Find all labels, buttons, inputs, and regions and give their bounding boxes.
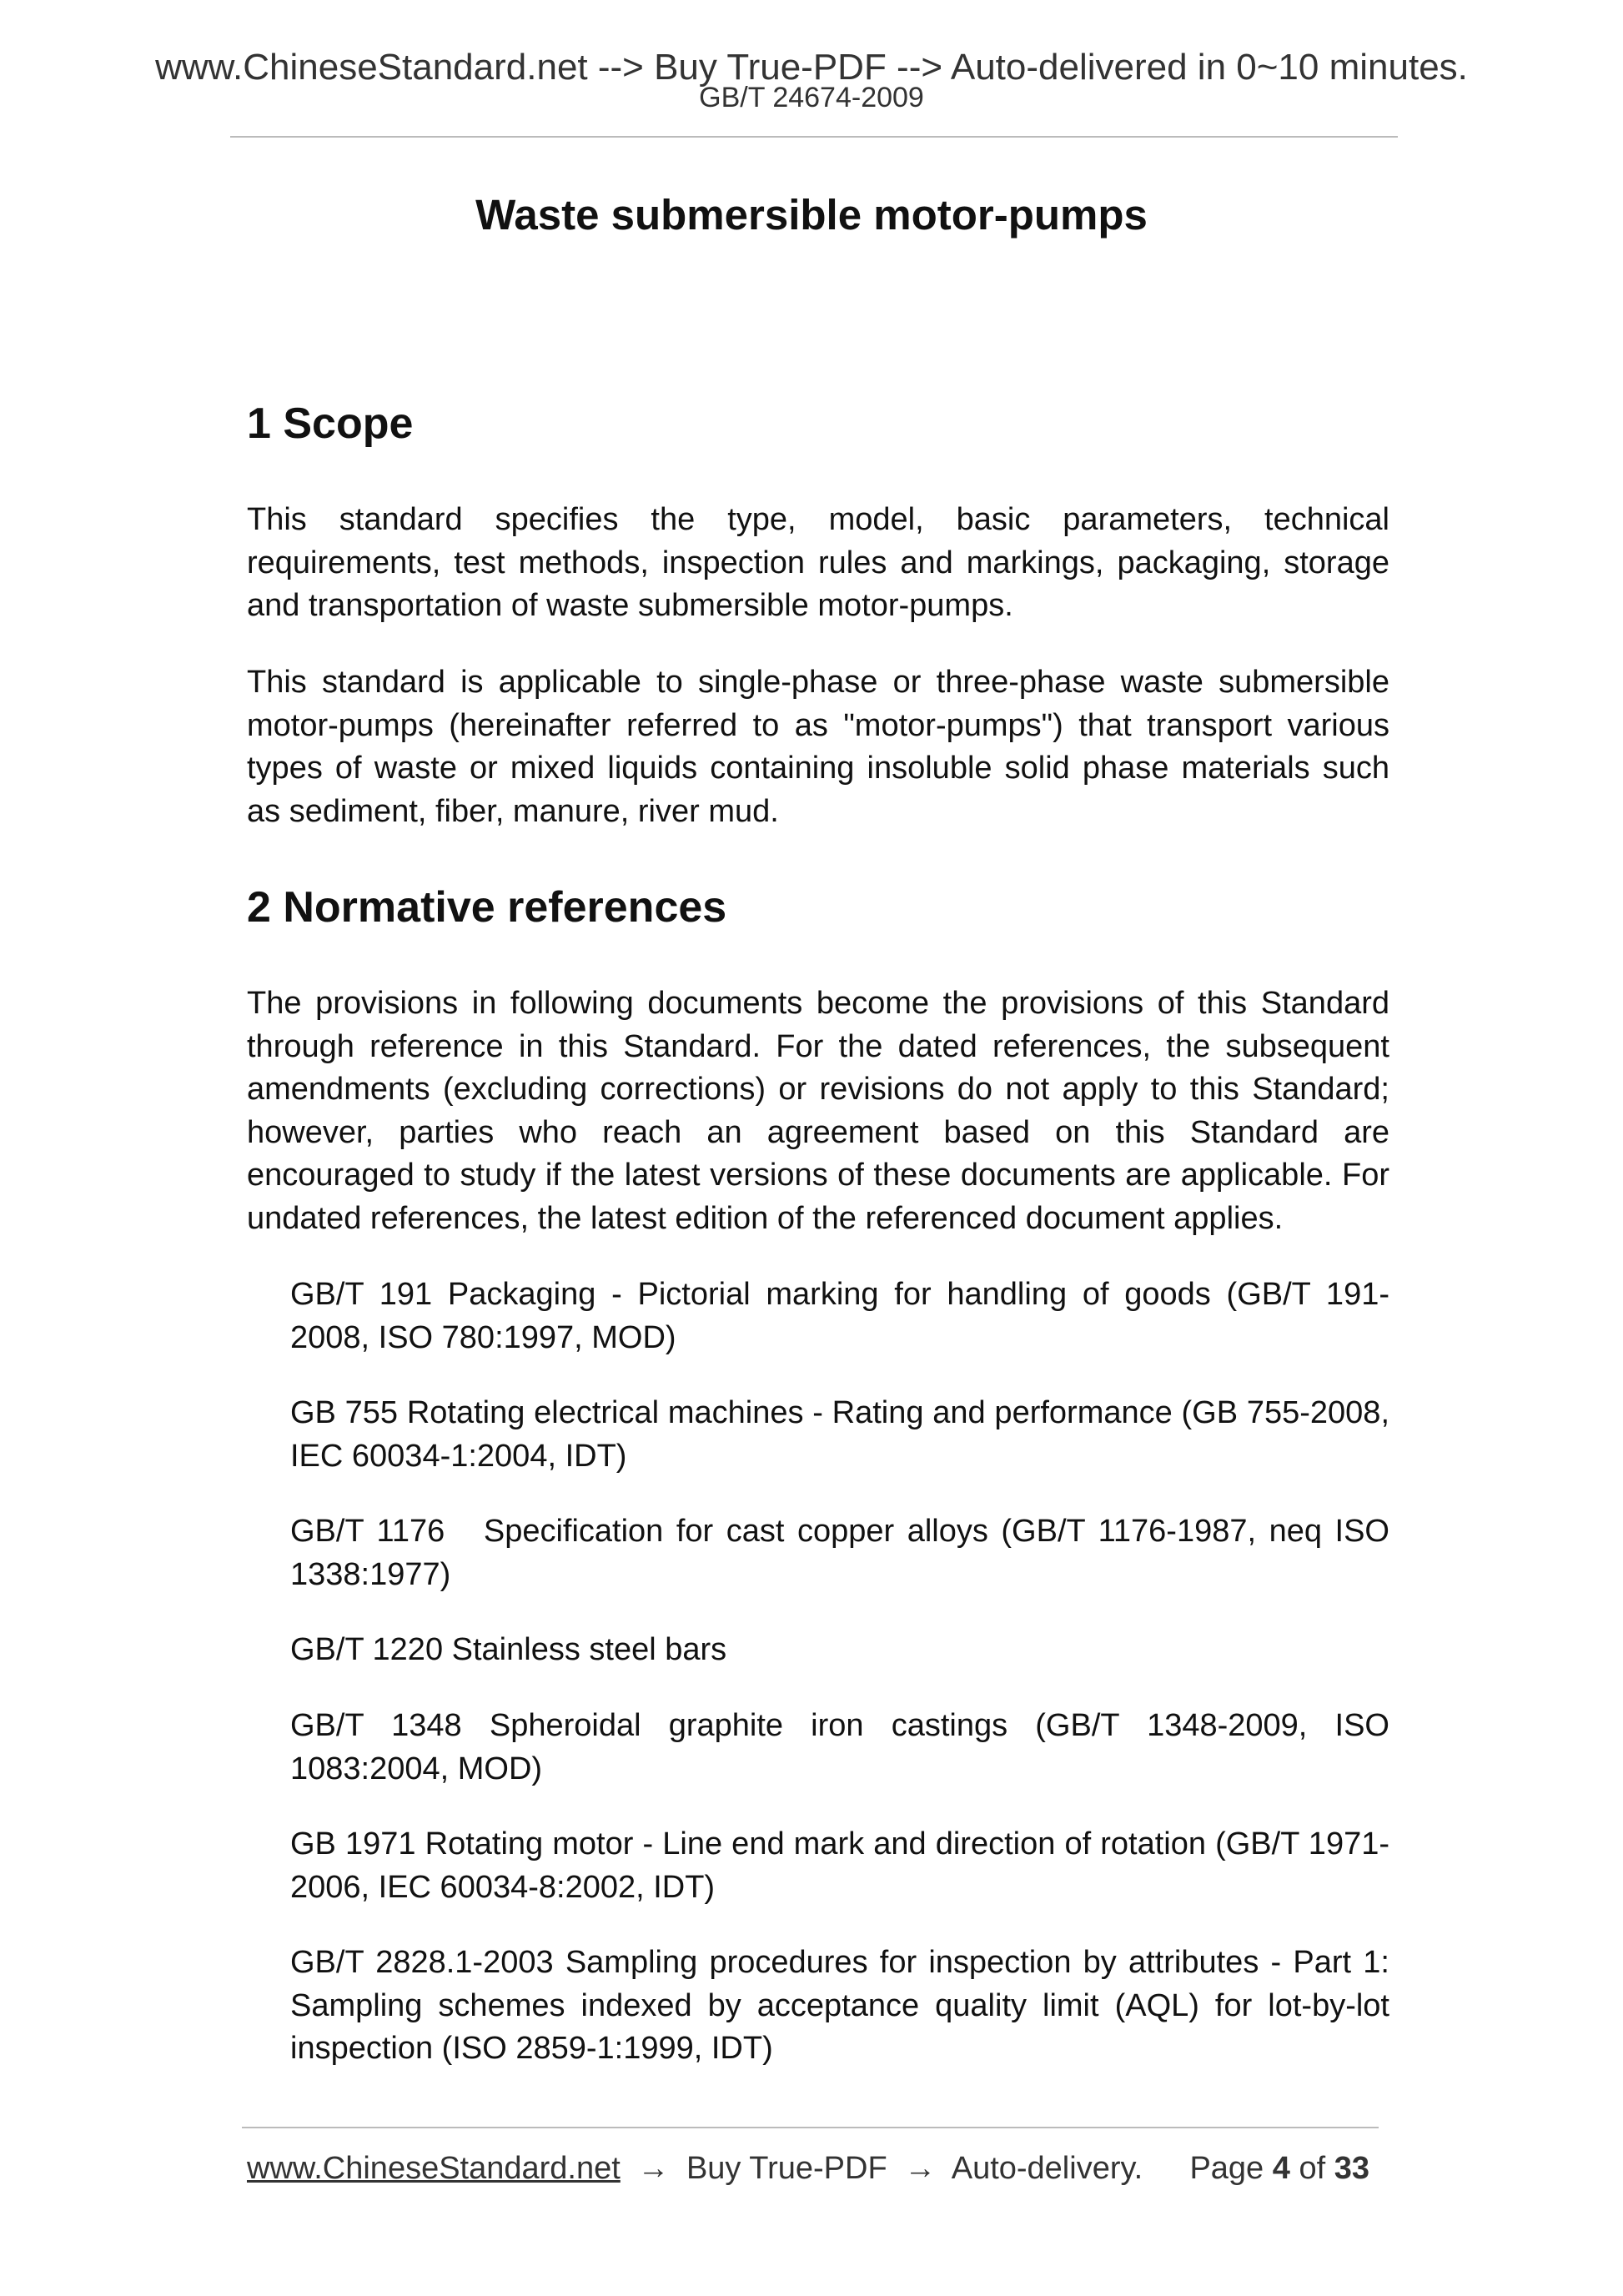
page-footer [247, 2149, 1389, 2188]
references-intro-paragraph: The provisions in following documents become the provisions of this Standard through reference in this Standard. For the dated references, the subsequent amendments (excluding corrections) or revisions do not apply to this Standard; however, parties who reach an agreement based on this Standard are encouraged to study if the latest versions of these documents are applicable. For undated references, the latest edition of the referenced document applies. [247, 986, 1389, 1236]
standard-code: GB/T 24674-2009 [699, 82, 924, 113]
page-label: Page [1189, 2151, 1264, 2186]
reference-item: GB/T 1220 Stainless steel bars [290, 1632, 727, 1667]
buy-true-pdf-text: Buy True-PDF [686, 2151, 887, 2186]
document-title: Waste submersible motor-pumps [475, 191, 1148, 239]
auto-delivery-text: Auto-delivery. [951, 2151, 1143, 2186]
page-indicator [1189, 2149, 1369, 2188]
scope-paragraph: This standard specifies the type, model, basic parameters, technical requirements, test methods, inspection rules and markings, packaging, storage and transportation of waste submersible motor-pumps. [247, 502, 1389, 623]
reference-item: GB 1971 Rotating motor - Line end mark and direction of rotation (GB/T 1971-2006, IEC 60034-8:2002, IDT) [290, 1826, 1389, 1905]
scope-paragraph: This standard is applicable to single-phase or three-phase waste submersible motor-pumps (hereinafter referred to as "motor-pumps") that transport various types of waste or mixed liquids containing insoluble solid phase materials such as sediment, fiber, manure, river mud. [247, 665, 1389, 829]
header-divider [230, 136, 1398, 138]
reference-item: GB 755 Rotating electrical machines - Rating and performance (GB 755-2008, IEC 60034-1:2004, IDT) [290, 1395, 1389, 1474]
arrow-right-icon: → [637, 2151, 670, 2186]
reference-item: GB/T 1348 Spheroidal graphite iron castings (GB/T 1348-2009, ISO 1083:2004, MOD) [290, 1708, 1389, 1786]
footer-links [247, 2149, 1143, 2188]
reference-item: GB/T 2828.1-2003 Sampling procedures for inspection by attributes - Part 1: Sampling schemes indexed by acceptance quality limit (AQL) for lot-by-lot inspection (ISO 2859-1:1999, IDT) [290, 1945, 1389, 2066]
of-label: of [1299, 2151, 1326, 2186]
header-banner: www.ChineseStandard.net --> Buy True-PDF --> Auto-delivered in 0~10 minutes. [155, 47, 1468, 88]
arrow-right-icon: → [904, 2151, 937, 2186]
section-heading-normative-references: 2 Normative references [247, 883, 727, 932]
current-page-number: 4 [1272, 2151, 1290, 2186]
reference-item: GB/T 191 Packaging - Pictorial marking for handling of goods (GB/T 191-2008, ISO 780:1997, MOD) [290, 1277, 1389, 1355]
chinesestandard-link[interactable]: www.ChineseStandard.net [247, 2151, 621, 2186]
section-heading-scope: 1 Scope [247, 399, 414, 448]
footer-divider [242, 2127, 1379, 2128]
reference-item: GB/T 1176 Specification for cast copper alloys (GB/T 1176-1987, neq ISO 1338:1977) [290, 1514, 1389, 1592]
total-pages-number: 33 [1334, 2151, 1369, 2186]
